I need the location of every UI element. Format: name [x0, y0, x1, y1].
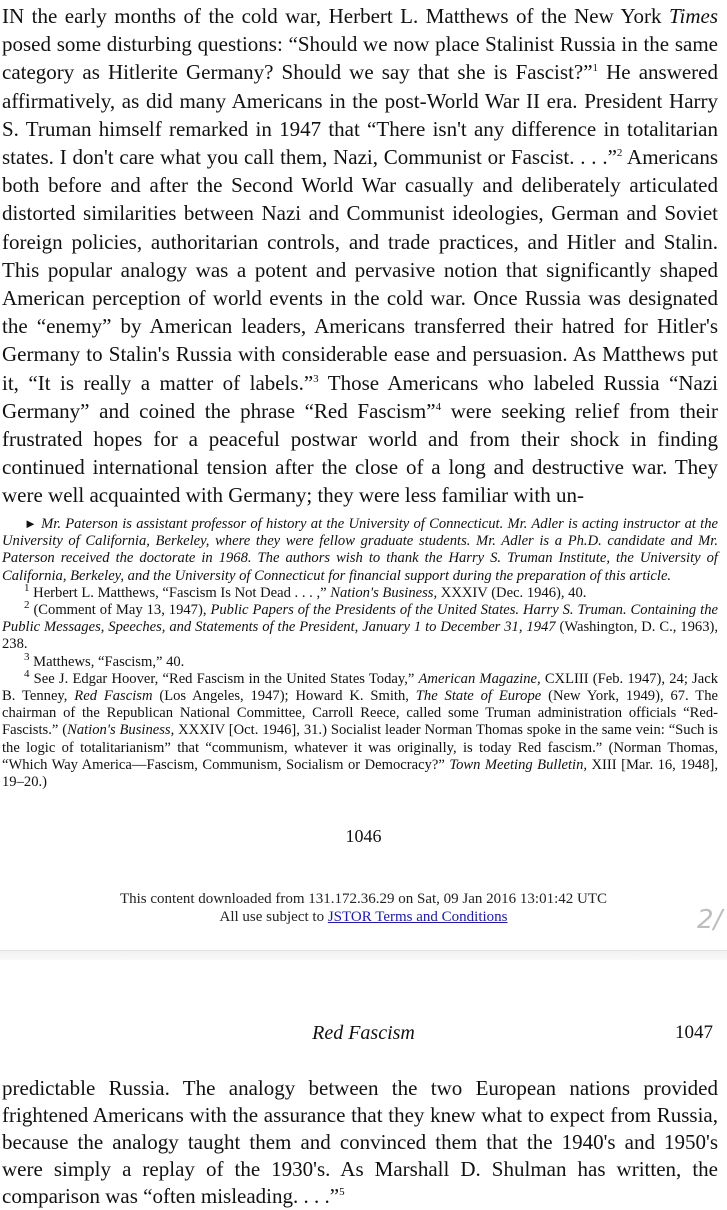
author-note-text: Mr. Paterson is assistant professor of history at the University of Connecticut. Mr. Adler is acting instructor at the University of California, Berkeley, where they were fellow graduate students. Mr. Adler is a Ph.D. candidate and Mr. Paterson received the doctorate in 1968. The authors wish to thank the Harry S. Truman Institute, the University of California, Berkeley, and the University of Connecticut for financial support during the preparation of this article.: [2, 516, 718, 584]
footnote-1: [2, 581, 718, 602]
text-run: IN the early months of the cold war, Herbert L. Matthews of the New York: [2, 4, 669, 28]
footnote-ref: 4: [24, 667, 30, 680]
text-run: CXLIII (Feb. 1947), 24; Jack B. Tenney,: [2, 670, 718, 705]
body-paragraph: [2, 2, 718, 510]
page-number: 1047: [675, 1022, 713, 1043]
italic-text: American Magazine,: [418, 670, 541, 687]
jstor-download-line: This content downloaded from 131.172.36.29 on Sat, 09 Jan 2016 13:01:42 UTC: [119, 891, 608, 907]
author-note: [2, 515, 718, 585]
text-run: posed some disturbing questions: “Should we now place Stalinist Russia in the same category as Hitlerite Germany? Should we say that she is Fascist?”: [2, 32, 718, 85]
page-1047: [0, 960, 727, 1208]
text-run: (Washington, D. C., 1963), 238.: [2, 619, 718, 653]
text-run: See J. Edgar Hoover, “Red Fascism in the United States Today,”: [29, 670, 419, 687]
footnote-ref: 2: [616, 147, 623, 160]
italic-text: Times: [668, 4, 718, 28]
footnote-2: [2, 599, 718, 654]
text-run: predictable Russia. The analogy between the two European nations provided frightened Americans with the assurance that they knew what to expect from Russia, because the analogy taught them and convinced them that the 1940's and 1950's were simply a replay of the 1930's. As Marshall D. Shulman has written, the comparison was “often misleading. . . .”: [2, 1076, 718, 1208]
body-paragraph: [2, 1075, 718, 1210]
page-folio: 1046: [345, 826, 382, 846]
body-text: [2, 2, 718, 510]
footnote-ref: 1: [24, 581, 30, 594]
body-text-page2: [2, 1075, 718, 1210]
footnote-ref: 2: [24, 599, 30, 612]
italic-text: The State of Europe: [415, 688, 542, 705]
page-indicator: 2/: [697, 905, 723, 935]
footnote-4: [2, 667, 718, 791]
jstor-terms-link[interactable]: JSTOR Terms and Conditions: [327, 909, 508, 925]
footnote-ref: 5: [339, 1186, 345, 1198]
italic-text: Public Papers of the Presidents of the United States. Harry S. Truman. Containing the Public Messages, Speeches, and Statements of the President, January 1 to December 31, 1947: [2, 602, 718, 636]
footnote-ref: 3: [313, 372, 319, 385]
text-run: were seeking relief from their frustrated hopes for a peaceful postwar world and from their shock in finding continued international tension after the close of a long and destructive war. They were well acquainted with Germany; they were less familiar with un-: [2, 398, 718, 508]
text-run: (New York, 1949), 67. The chairman of the Republican National Committee, Carroll Reece, called some Truman administration officials “Red-Fascists.” (: [2, 688, 718, 739]
running-head: Red Fascism: [312, 1022, 415, 1044]
text-run: Herbert L. Matthews, “Fascism Is Not Dead . . . ,”: [29, 584, 331, 601]
italic-text: Town Meeting Bulletin,: [449, 756, 588, 773]
text-run: He answered affirmatively, as did many Americans in the post-World War II era. President Harry S. Truman himself remarked in 1947 that “There isn't any difference in totalitarian states. I don't care what you call them, Nazi, Communist or Fascist. . . .”: [2, 60, 719, 170]
text-run: (Los Angeles, 1947); Howard K. Smith,: [152, 688, 416, 705]
italic-text: Red Fascism: [74, 688, 153, 705]
footnote-3: [2, 650, 718, 671]
jstor-notice: [0, 890, 727, 926]
text-run: XXXIV [Oct. 1946], 31.) Socialist leader Norman Thomas spoke in the same vein: “Such is the logic of totalitarianism” that “communism, whatever it was originally, is today Red fascism.” (Norman Thomas, “Which Way America—Fascism, Communism, Socialism or Democracy?”: [2, 722, 718, 773]
footnote-ref: 1: [592, 62, 599, 75]
text-run: XXXIV (Dec. 1946), 40.: [437, 584, 587, 601]
text-run: Those Americans who labeled Russia “Nazi Germany” and coined the phrase “Red Fascism”: [2, 370, 718, 423]
arrow-icon: ►: [24, 516, 37, 531]
text-run: XIII [Mar. 16, 1948], 19–20.): [2, 756, 718, 791]
footnote-ref: 4: [435, 400, 442, 413]
italic-text: Nation's Business,: [67, 722, 175, 739]
notes-section: [2, 515, 718, 791]
italic-text: Nation's Business,: [330, 584, 438, 601]
jstor-terms-line: [0, 908, 727, 926]
jstor-terms-prefix: All use subject to: [219, 909, 328, 925]
footnote-ref: 3: [24, 650, 30, 663]
text-run: Matthews, “Fascism,” 40.: [29, 653, 185, 670]
text-run: (Comment of May 13, 1947),: [29, 602, 211, 619]
text-run: Americans both before and after the Second World War casually and deliberately articulated distorted similarities between Nazi and Communist ideologies, German and Soviet foreign policies, authoritarian controls, and trade practices, and Hitler and Stalin. This popular analogy was a potent and pervasive notion that significantly shaped American perception of world events in the cold war. Once Russia was designated the “enemy” by American leaders, Americans transferred their hatred for Hitler's Germany to Stalin's Russia with considerable ease and persuasion. As Matthews put it, “It is really a matter of labels.”: [2, 145, 718, 395]
